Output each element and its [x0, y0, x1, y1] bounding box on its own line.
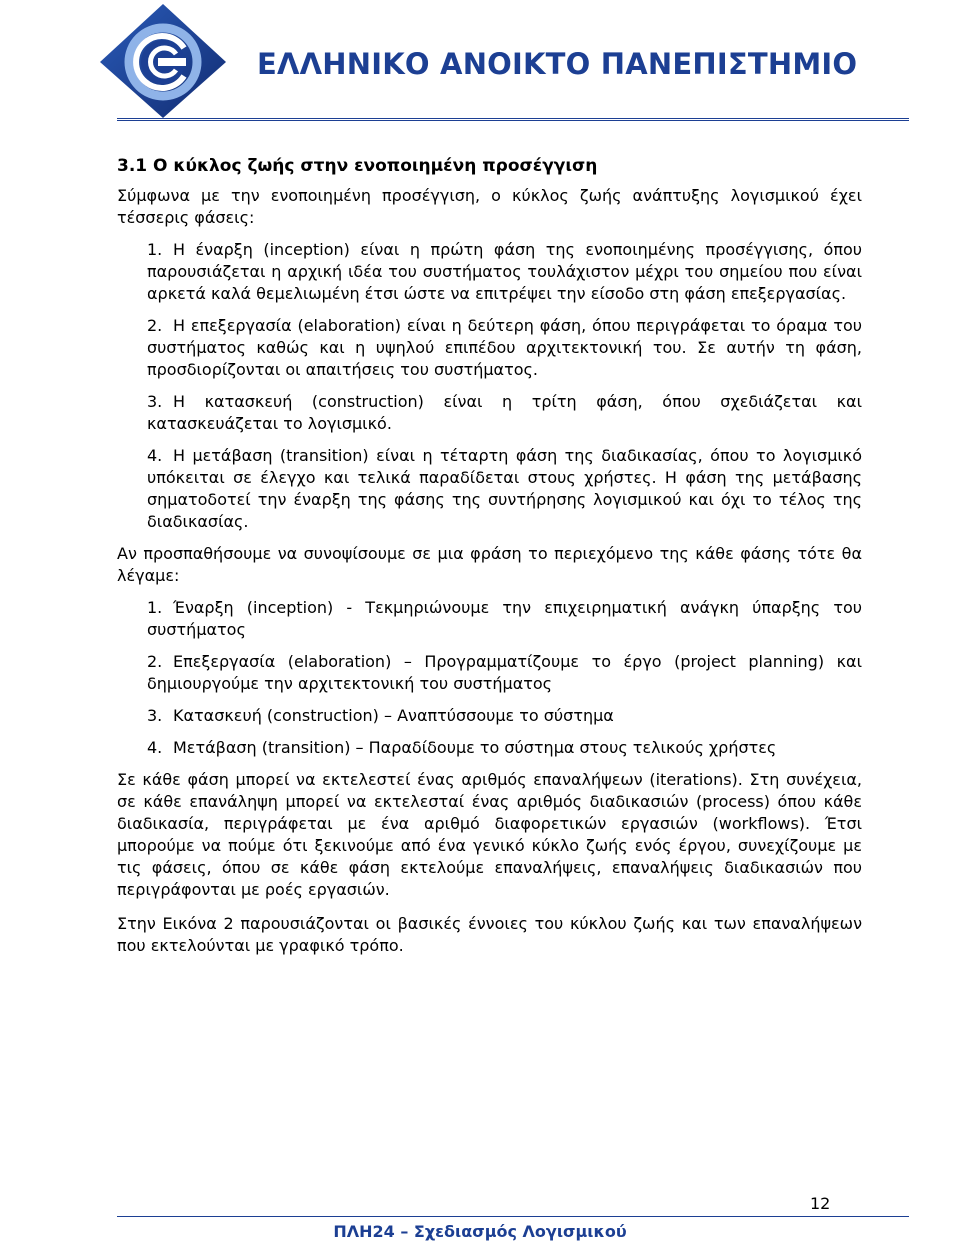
figure-reference-paragraph: Στην Εικόνα 2 παρουσιάζονται οι βασικές έννοιες του κύκλου ζωής και των επαναλήψεων που εκτελούνται με γραφικό τρόπο.	[117, 914, 862, 955]
list-text: Η έναρξη (inception) είναι η πρώτη φάση της ενοποιημένης προσέγγισης, όπου παρουσιάζεται η αρχική ιδέα του συστήματος τουλάχιστον μέχρι του σημείου που είναι αρκετά καλά θεμελιωμένη έτσι ώστε να επιτρέψει την είσοδο στη φάση επεξεργασίας.	[147, 240, 862, 303]
summary-list	[117, 597, 862, 759]
list-item	[117, 597, 862, 641]
list-text: Έναρξη (inception) - Τεκμηριώνουμε την επιχειρηματική ανάγκη ύπαρξης του συστήματος	[147, 598, 862, 639]
university-logo-icon	[88, 0, 238, 118]
list-item	[117, 315, 862, 381]
phases-list	[117, 239, 862, 533]
list-number: 3.	[147, 392, 163, 411]
list-text: Η κατασκευή (construction) είναι η τρίτη φάση, όπου σχεδιάζεται και κατασκευάζεται το λογισμικό.	[147, 392, 862, 433]
course-footer: ΠΛΗ24 – Σχεδιασμός Λογισμικού	[333, 1222, 627, 1241]
header-divider	[117, 118, 909, 121]
list-text: Κατασκευή (construction) – Αναπτύσσουμε το σύστημα	[173, 706, 614, 725]
list-number: 1.	[147, 240, 163, 259]
iterations-paragraph: Σε κάθε φάση μπορεί να εκτελεστεί ένας αριθμός επαναλήψεων (iterations). Στη συνέχεια, σε κάθε επανάληψη μπορεί να εκτελεσταί ένας αριθμός διαδικασιών (process) όπου κάθε διαδικασία, περιγράφεται με ένα αριθμό διαφορετικών εργασιών (workflows). Έτσι μπορούμε να πούμε ότι ξεκινούμε από ένα γενικό κύκλο ζωής ενός έργου, συνεχίζουμε με τις φάσεις, όπου σε κάθε φάση εκτελούμε επαναλήψεις, επαναλήψεις διαδικασιών που περιγράφονται με ροές εργασιών.	[117, 770, 862, 899]
list-text: Η επεξεργασία (elaboration) είναι η δεύτερη φάση, όπου περιγράφεται το όραμα του συστήματος καθώς και η υψηλού επιπέδου αρχιτεκτονική του. Σε αυτήν τη φάση, προσδιορίζονται οι απαιτήσεις του συστήματος.	[147, 316, 862, 379]
list-number: 4.	[147, 738, 163, 757]
section-title: 3.1 Ο κύκλος ζωής στην ενοποιημένη προσέγγιση	[117, 156, 598, 176]
list-text: Η μετάβαση (transition) είναι η τέταρτη φάση της διαδικασίας, όπου το λογισμικό υπόκειται σε έλεγχο και τελικά παραδίδεται στους χρήστες. Η φάση της μετάβασης σηματοδοτεί την έναρξη της φάσης της συντήρησης λογισμικού και όχι το τέλος της διαδικασίας.	[147, 446, 862, 531]
list-text: Επεξεργασία (elaboration) – Προγραμματίζουμε το έργο (project planning) και δημιουργούμε την αρχιτεκτονική του συστήματος	[147, 652, 862, 693]
list-number: 2.	[147, 652, 163, 671]
list-item	[117, 445, 862, 533]
page-number: 12	[810, 1194, 831, 1213]
intro-paragraph: Σύμφωνα με την ενοποιημένη προσέγγιση, ο κύκλος ζωής ανάπτυξης λογισμικού έχει τέσσερις φάσεις:	[117, 186, 862, 227]
list-item	[117, 651, 862, 695]
list-number: 1.	[147, 598, 163, 617]
list-item	[117, 391, 862, 435]
list-text: Μετάβαση (transition) – Παραδίδουμε το σύστημα στους τελικούς χρήστες	[173, 738, 777, 757]
university-title: ΕΛΛΗΝΙΚΟ ΑΝΟΙΚΤΟ ΠΑΝΕΠΙΣΤΗΜΙΟ	[257, 47, 858, 81]
list-item	[117, 239, 862, 305]
footer-divider	[117, 1216, 909, 1217]
list-number: 2.	[147, 316, 163, 335]
list-number: 4.	[147, 446, 163, 465]
summary-intro-paragraph: Αν προσπαθήσουμε να συνοψίσουμε σε μια φράση το περιεχόμενο της κάθε φάσης τότε θα λέγαμε:	[117, 544, 862, 585]
main-content	[117, 155, 862, 967]
list-item	[117, 705, 862, 727]
list-number: 3.	[147, 706, 163, 725]
list-item	[117, 737, 862, 759]
